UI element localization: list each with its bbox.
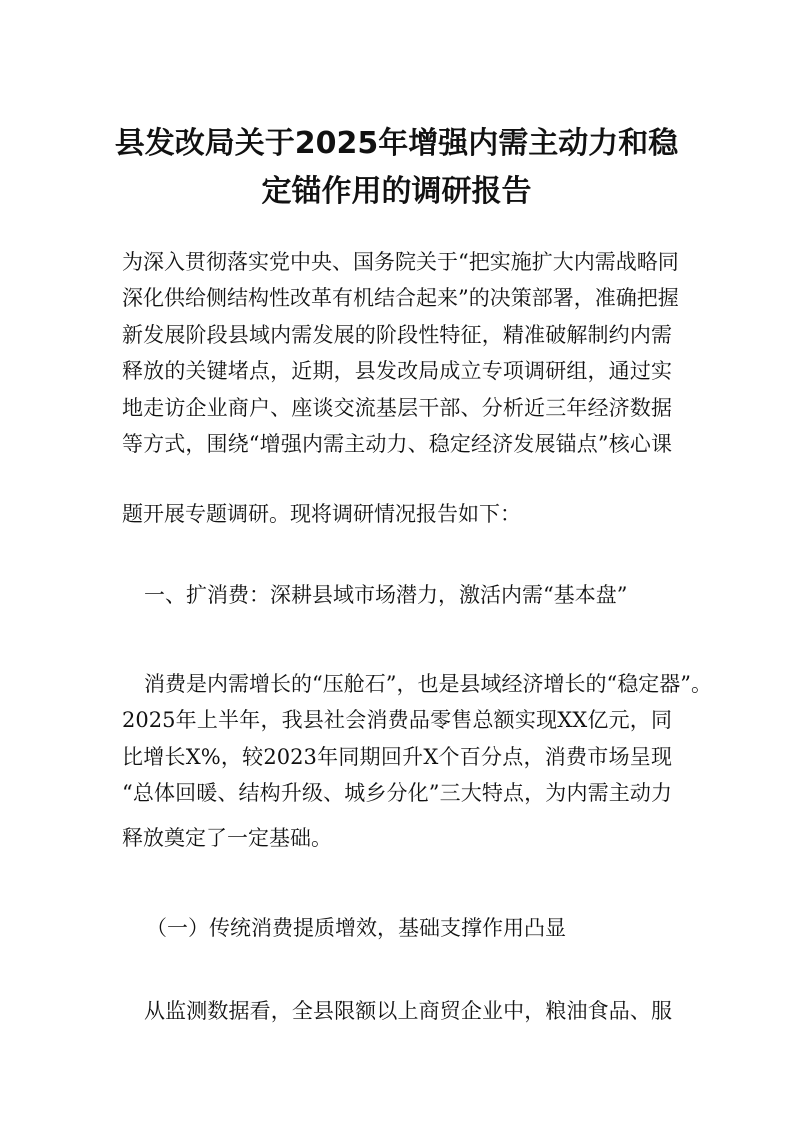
intro-paragraph-line-1: 为深入贯彻落实党中央、国务院关于“把实施扩大内需战略同 xyxy=(122,250,679,274)
section-1-line-5: 释放奠定了一定基础。 xyxy=(122,826,332,850)
section-1-line-4: “总体回暖、结构升级、城乡分化”三大特点，为内需主动力 xyxy=(122,781,672,805)
intro-paragraph-line-3: 新发展阶段县域内需发展的阶段性特征，精准破解制约内需 xyxy=(122,323,672,347)
document-title-line-2: 定锚作用的调研报告 xyxy=(261,174,532,209)
intro-paragraph-line-7: 题开展专题调研。现将调研情况报告如下： xyxy=(122,502,521,526)
section-1-heading: 一、扩消费：深耕县域市场潜力，激活内需“基本盘” xyxy=(144,583,628,607)
section-1-line-2: 2025年上半年，我县社会消费品零售总额实现XX亿元，同 xyxy=(122,708,672,732)
intro-paragraph-line-4: 释放的关键堵点，近期，县发改局成立专项调研组，通过实 xyxy=(122,359,672,383)
section-1-line-1: 消费是内需增长的“压舱石”，也是县域经济增长的“稳定器”。 xyxy=(144,672,712,696)
intro-paragraph-line-5: 地走访企业商户、座谈交流基层干部、分析近三年经济数据 xyxy=(122,396,672,420)
document-title-line-1: 县发改局关于2025年增强内需主动力和稳 xyxy=(114,126,679,161)
subsection-1-heading: （一）传统消费提质增效，基础支撑作用凸显 xyxy=(146,916,566,940)
intro-paragraph-line-6: 等方式，围绕“增强内需主动力、稳定经济发展锚点”核心课 xyxy=(122,432,672,456)
intro-paragraph-line-2: 深化供给侧结构性改革有机结合起来”的决策部署，准确把握 xyxy=(122,286,679,310)
section-1-line-3: 比增长X%，较2023年同期回升X个百分点，消费市场呈现 xyxy=(122,745,672,769)
subsection-1-line-1: 从监测数据看，全县限额以上商贸企业中，粮油食品、服 xyxy=(144,999,672,1023)
